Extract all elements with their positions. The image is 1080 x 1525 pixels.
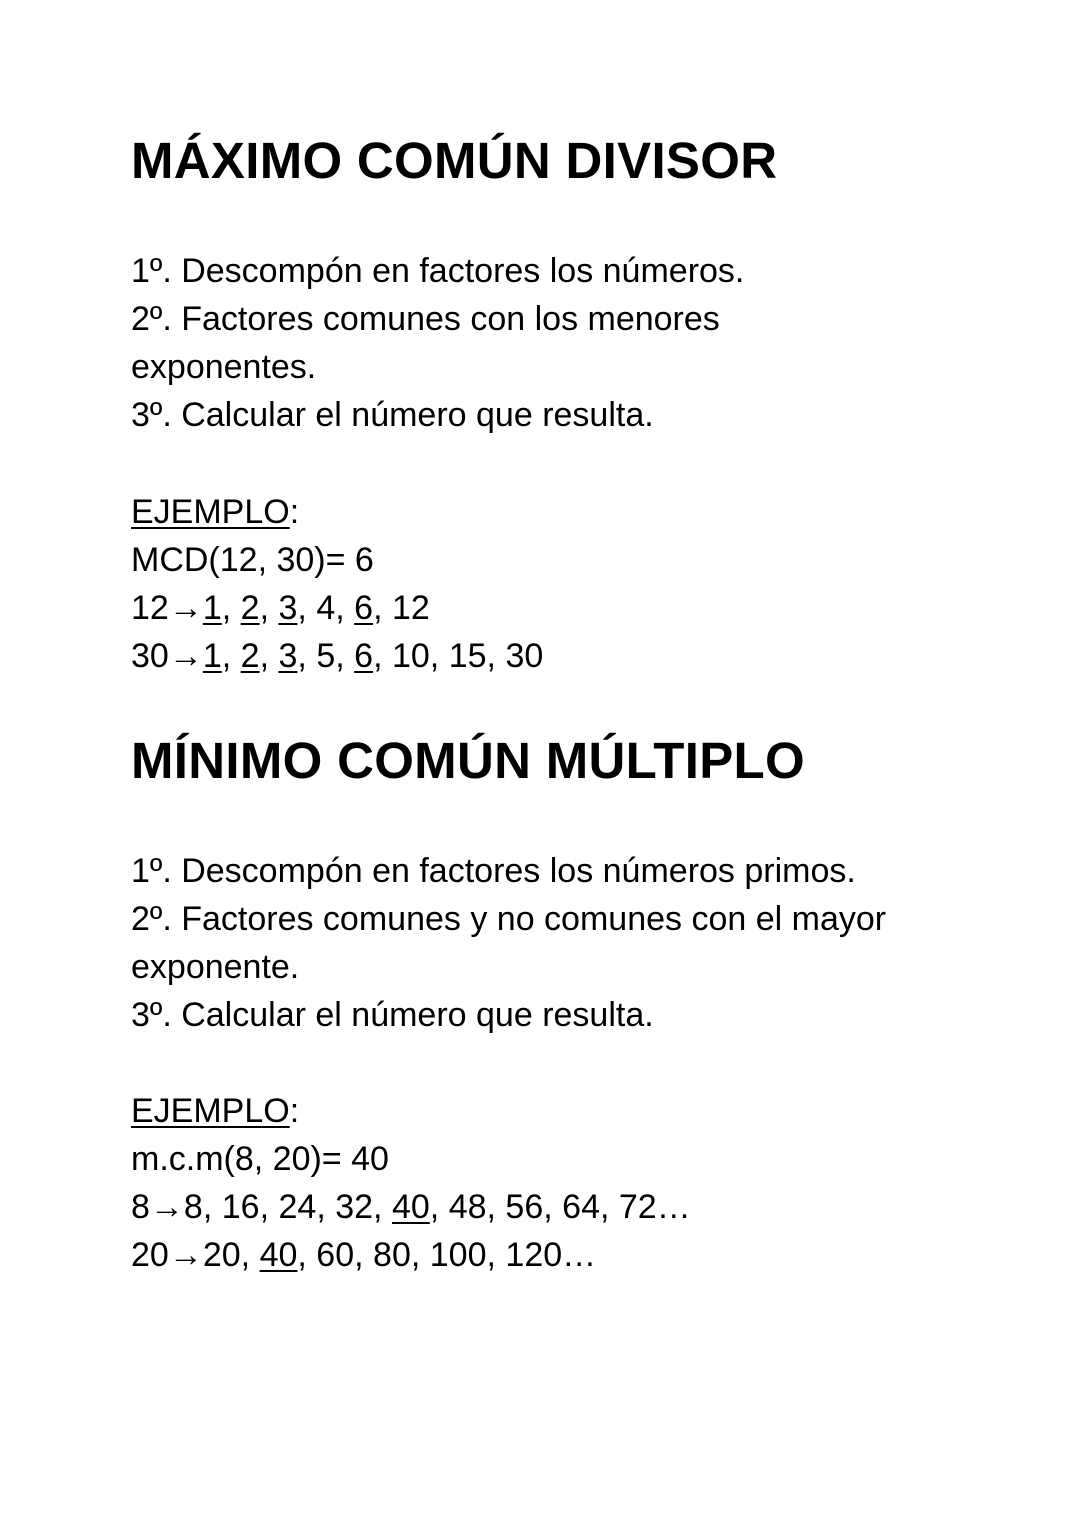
row-ellipsis: … xyxy=(562,1236,597,1274)
row-prefix: 30→ xyxy=(131,637,203,675)
mcm-example-result: m.c.m(8, 20)= 40 xyxy=(131,1140,389,1178)
mcd-example-result: MCD(12, 30)= 6 xyxy=(131,541,374,579)
mcd-example xyxy=(131,488,543,680)
sequence-value: 30 xyxy=(505,637,544,675)
sequence-value: 32 xyxy=(335,1188,374,1226)
mcd-example-row: 30→1, 2, 3, 5, 6, 10, 15, 30 xyxy=(131,637,544,675)
mcm-step-2-cont: exponente. xyxy=(131,948,300,986)
common-value: 6 xyxy=(354,589,374,627)
mcm-example-row: 20→20, 40, 60, 80, 100, 120… xyxy=(131,1236,597,1274)
mcd-example-row: 12→1, 2, 3, 4, 6, 12 xyxy=(131,589,430,627)
sequence-value: 72 xyxy=(618,1188,657,1226)
mcm-steps xyxy=(131,847,886,1039)
sequence-value: 56 xyxy=(505,1188,544,1226)
common-value: 40 xyxy=(259,1236,298,1274)
common-value: 2 xyxy=(240,589,260,627)
mcm-example xyxy=(131,1087,691,1279)
sequence-value: 5 xyxy=(316,637,336,675)
sequence-value: 24 xyxy=(278,1188,317,1226)
mcd-step-1: 1º. Descompón en factores los números. xyxy=(131,252,745,290)
mcd-step-2: 2º. Factores comunes con los menores xyxy=(131,300,720,338)
row-ellipsis: … xyxy=(656,1188,691,1226)
mcm-step-1: 1º. Descompón en factores los números primos. xyxy=(131,852,856,890)
row-prefix: 20→ xyxy=(131,1236,203,1274)
sequence-value: 60 xyxy=(316,1236,355,1274)
row-prefix: 8→ xyxy=(131,1188,184,1226)
common-value: 3 xyxy=(278,589,298,627)
sequence-value: 20 xyxy=(202,1236,241,1274)
mcm-title: MÍNIMO COMÚN MÚLTIPLO xyxy=(131,732,805,789)
mcd-example-label: EJEMPLO xyxy=(131,493,290,531)
sequence-value: 100 xyxy=(429,1236,487,1274)
common-value: 1 xyxy=(202,589,222,627)
sequence-value: 48 xyxy=(448,1188,487,1226)
common-value: 3 xyxy=(278,637,298,675)
mcd-steps xyxy=(131,247,744,439)
mcm-example-row: 8→8, 16, 24, 32, 40, 48, 56, 64, 72… xyxy=(131,1188,691,1226)
mcd-title: MÁXIMO COMÚN DIVISOR xyxy=(131,132,778,189)
mcm-example-heading xyxy=(131,1087,691,1135)
sequence-value: 12 xyxy=(391,589,430,627)
common-value: 1 xyxy=(202,637,222,675)
mcm-example-colon: : xyxy=(289,1092,300,1130)
sequence-value: 64 xyxy=(562,1188,600,1226)
common-value: 2 xyxy=(240,637,260,675)
mcd-step-3: 3º. Calcular el número que resulta. xyxy=(131,396,654,434)
sequence-value: 120 xyxy=(505,1236,563,1274)
mcm-example-label: EJEMPLO xyxy=(131,1092,290,1130)
common-value: 40 xyxy=(391,1188,430,1226)
sequence-value: 10 xyxy=(391,637,430,675)
sequence-value: 8 xyxy=(183,1188,203,1226)
mcd-example-heading xyxy=(131,488,543,536)
sequence-value: 4 xyxy=(316,589,336,627)
mcd-example-colon: : xyxy=(289,493,300,531)
mcm-step-2: 2º. Factores comunes y no comunes con el mayor xyxy=(131,900,887,938)
sequence-value: 16 xyxy=(221,1188,260,1226)
row-prefix: 12→ xyxy=(131,589,203,627)
sequence-value: 15 xyxy=(448,637,487,675)
mcd-step-2-cont: exponentes. xyxy=(131,348,317,386)
common-value: 6 xyxy=(354,637,374,675)
mcm-step-3: 3º. Calcular el número que resulta. xyxy=(131,996,654,1034)
sequence-value: 80 xyxy=(373,1236,411,1274)
